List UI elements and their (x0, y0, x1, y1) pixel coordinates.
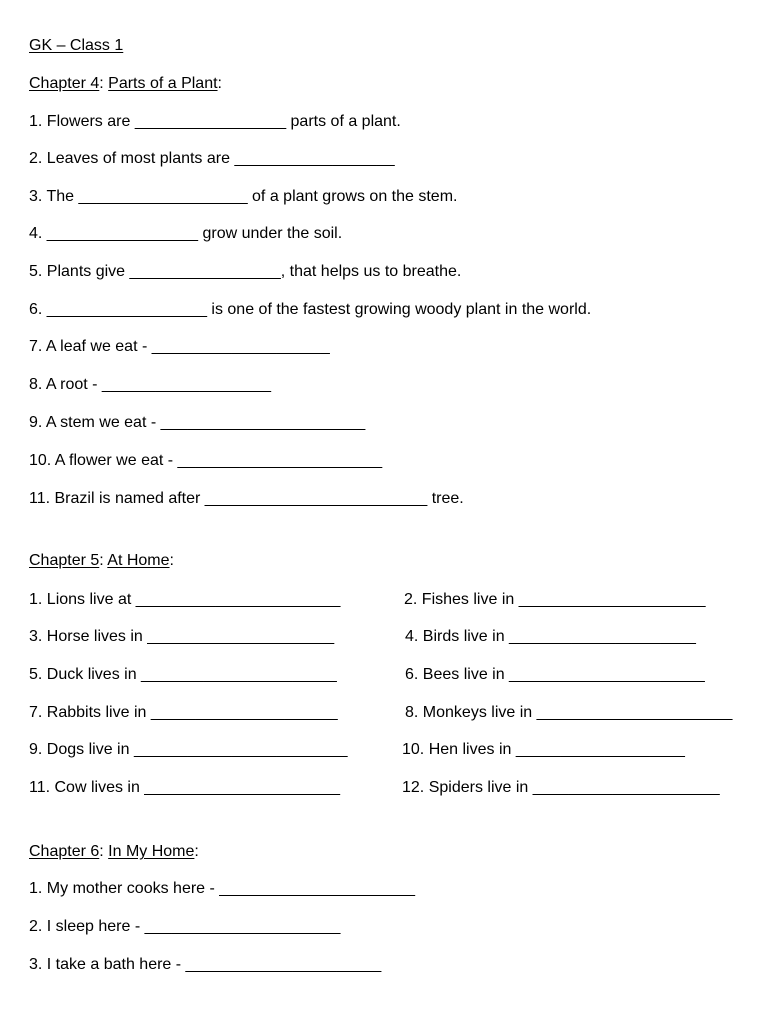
ch5-question-right: 4. Birds live in _____________________ (405, 628, 696, 645)
ch6-question: 2. I sleep here - ______________________ (29, 918, 341, 935)
chapter-6-heading: Chapter 6: In My Home: (29, 843, 199, 860)
ch5-question-right: 6. Bees live in ______________________ (405, 666, 705, 683)
ch4-question: 8. A root - ___________________ (29, 376, 271, 393)
ch4-question: 11. Brazil is named after _________________________ tree. (29, 490, 464, 507)
ch4-question: 6. __________________ is one of the fastest growing woody plant in the world. (29, 301, 592, 318)
chapter-4-topic: Parts of a Plant (108, 75, 218, 92)
ch5-question-left: 1. Lions live at _______________________ (29, 591, 341, 608)
ch5-question-right: 8. Monkeys live in ______________________ (405, 704, 733, 721)
chapter-5-heading: Chapter 5: At Home: (29, 552, 174, 569)
chapter-4-heading: Chapter 4: Parts of a Plant: (29, 75, 222, 92)
ch4-question: 2. Leaves of most plants are __________________ (29, 150, 395, 167)
ch5-question-right: 12. Spiders live in _____________________ (402, 779, 720, 796)
chapter-5-label: Chapter 5 (29, 552, 100, 569)
ch4-question: 9. A stem we eat - _______________________ (29, 414, 366, 431)
ch5-question-right: 2. Fishes live in _____________________ (404, 591, 706, 608)
ch4-question: 3. The ___________________ of a plant grows on the stem. (29, 188, 458, 205)
ch4-question: 5. Plants give _________________, that helps us to breathe. (29, 263, 462, 280)
chapter-6-label: Chapter 6 (29, 843, 100, 860)
ch6-question: 1. My mother cooks here - ______________________ (29, 880, 416, 897)
ch4-question: 1. Flowers are _________________ parts of a plant. (29, 113, 401, 130)
ch4-question: 10. A flower we eat - _______________________ (29, 452, 383, 469)
ch5-question-left: 5. Duck lives in ______________________ (29, 666, 337, 683)
ch4-question: 7. A leaf we eat - ____________________ (29, 338, 330, 355)
chapter-4-label: Chapter 4 (29, 75, 100, 92)
chapter-6-topic: In My Home (108, 843, 195, 860)
ch5-question-left: 9. Dogs live in ________________________ (29, 741, 348, 758)
ch6-question: 3. I take a bath here - ______________________ (29, 956, 382, 973)
ch5-question-left: 3. Horse lives in _____________________ (29, 628, 335, 645)
ch5-question-right: 10. Hen lives in ___________________ (402, 741, 685, 758)
worksheet-title: GK – Class 1 (29, 37, 124, 54)
ch5-question-left: 7. Rabbits live in _____________________ (29, 704, 338, 721)
ch5-question-left: 11. Cow lives in ______________________ (29, 779, 341, 796)
chapter-5-topic: At Home (107, 552, 170, 569)
ch4-question: 4. _________________ grow under the soil. (29, 225, 343, 242)
